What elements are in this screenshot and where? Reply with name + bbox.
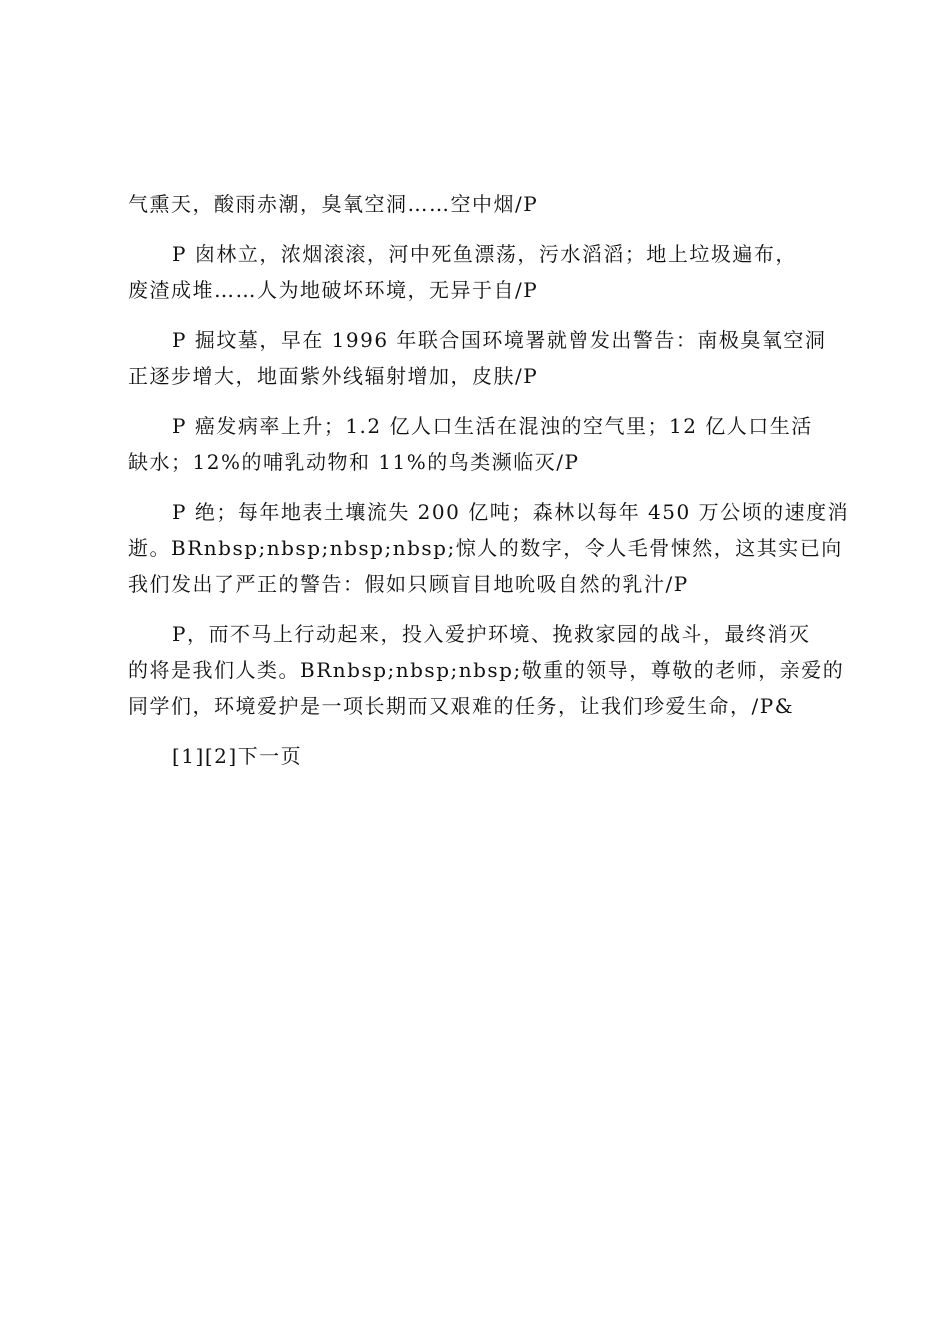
pagination-text[interactable]: [1][2]下一页 [172, 744, 303, 768]
pagination-links[interactable] [128, 738, 833, 774]
text-line: 我们发出了严正的警告：假如只顾盲目地吮吸自然的乳汁/P [128, 572, 689, 596]
text-line: P，而不马上行动起来，投入爱护环境、挽救家园的战斗，最终消灭 [172, 622, 811, 646]
text-line: P 掘坟墓，早在 1996 年联合国环境署就曾发出警告：南极臭氧空洞 [172, 328, 827, 352]
text-line: P 癌发病率上升；1.2 亿人口生活在混浊的空气里；12 亿人口生活 [172, 414, 813, 438]
text-line: P 囱林立，浓烟滚滚，河中死鱼漂荡，污水滔滔；地上垃圾遍布， [172, 242, 797, 266]
text-line: 废渣成堆……人为地破坏环境，无异于自/P [128, 278, 539, 302]
paragraph-2 [128, 236, 833, 308]
paragraph-3 [128, 322, 833, 394]
paragraph-4 [128, 408, 833, 480]
text-line: P 绝；每年地表土壤流失 200 亿吨；森林以每年 450 万公顷的速度消 [172, 500, 850, 524]
paragraph-5 [128, 494, 850, 602]
text-line: 逝。BRnbsp;nbsp;nbsp;nbsp;惊人的数字，令人毛骨悚然，这其实已向 [128, 536, 843, 560]
text-line: 气熏天，酸雨赤潮，臭氧空洞……空中烟/P [128, 192, 539, 216]
paragraph-1 [128, 186, 833, 222]
text-line: 缺水；12%的哺乳动物和 11%的鸟类濒临灭/P [128, 450, 580, 474]
document-body [128, 186, 850, 788]
text-line: 正逐步增大，地面紫外线辐射增加，皮肤/P [128, 364, 539, 388]
text-line: 的将是我们人类。BRnbsp;nbsp;nbsp;敬重的领导，尊敬的老师，亲爱的 [128, 658, 845, 682]
text-line: 同学们，环境爱护是一项长期而又艰难的任务，让我们珍爱生命，/P& [128, 694, 794, 718]
paragraph-6 [128, 616, 845, 724]
